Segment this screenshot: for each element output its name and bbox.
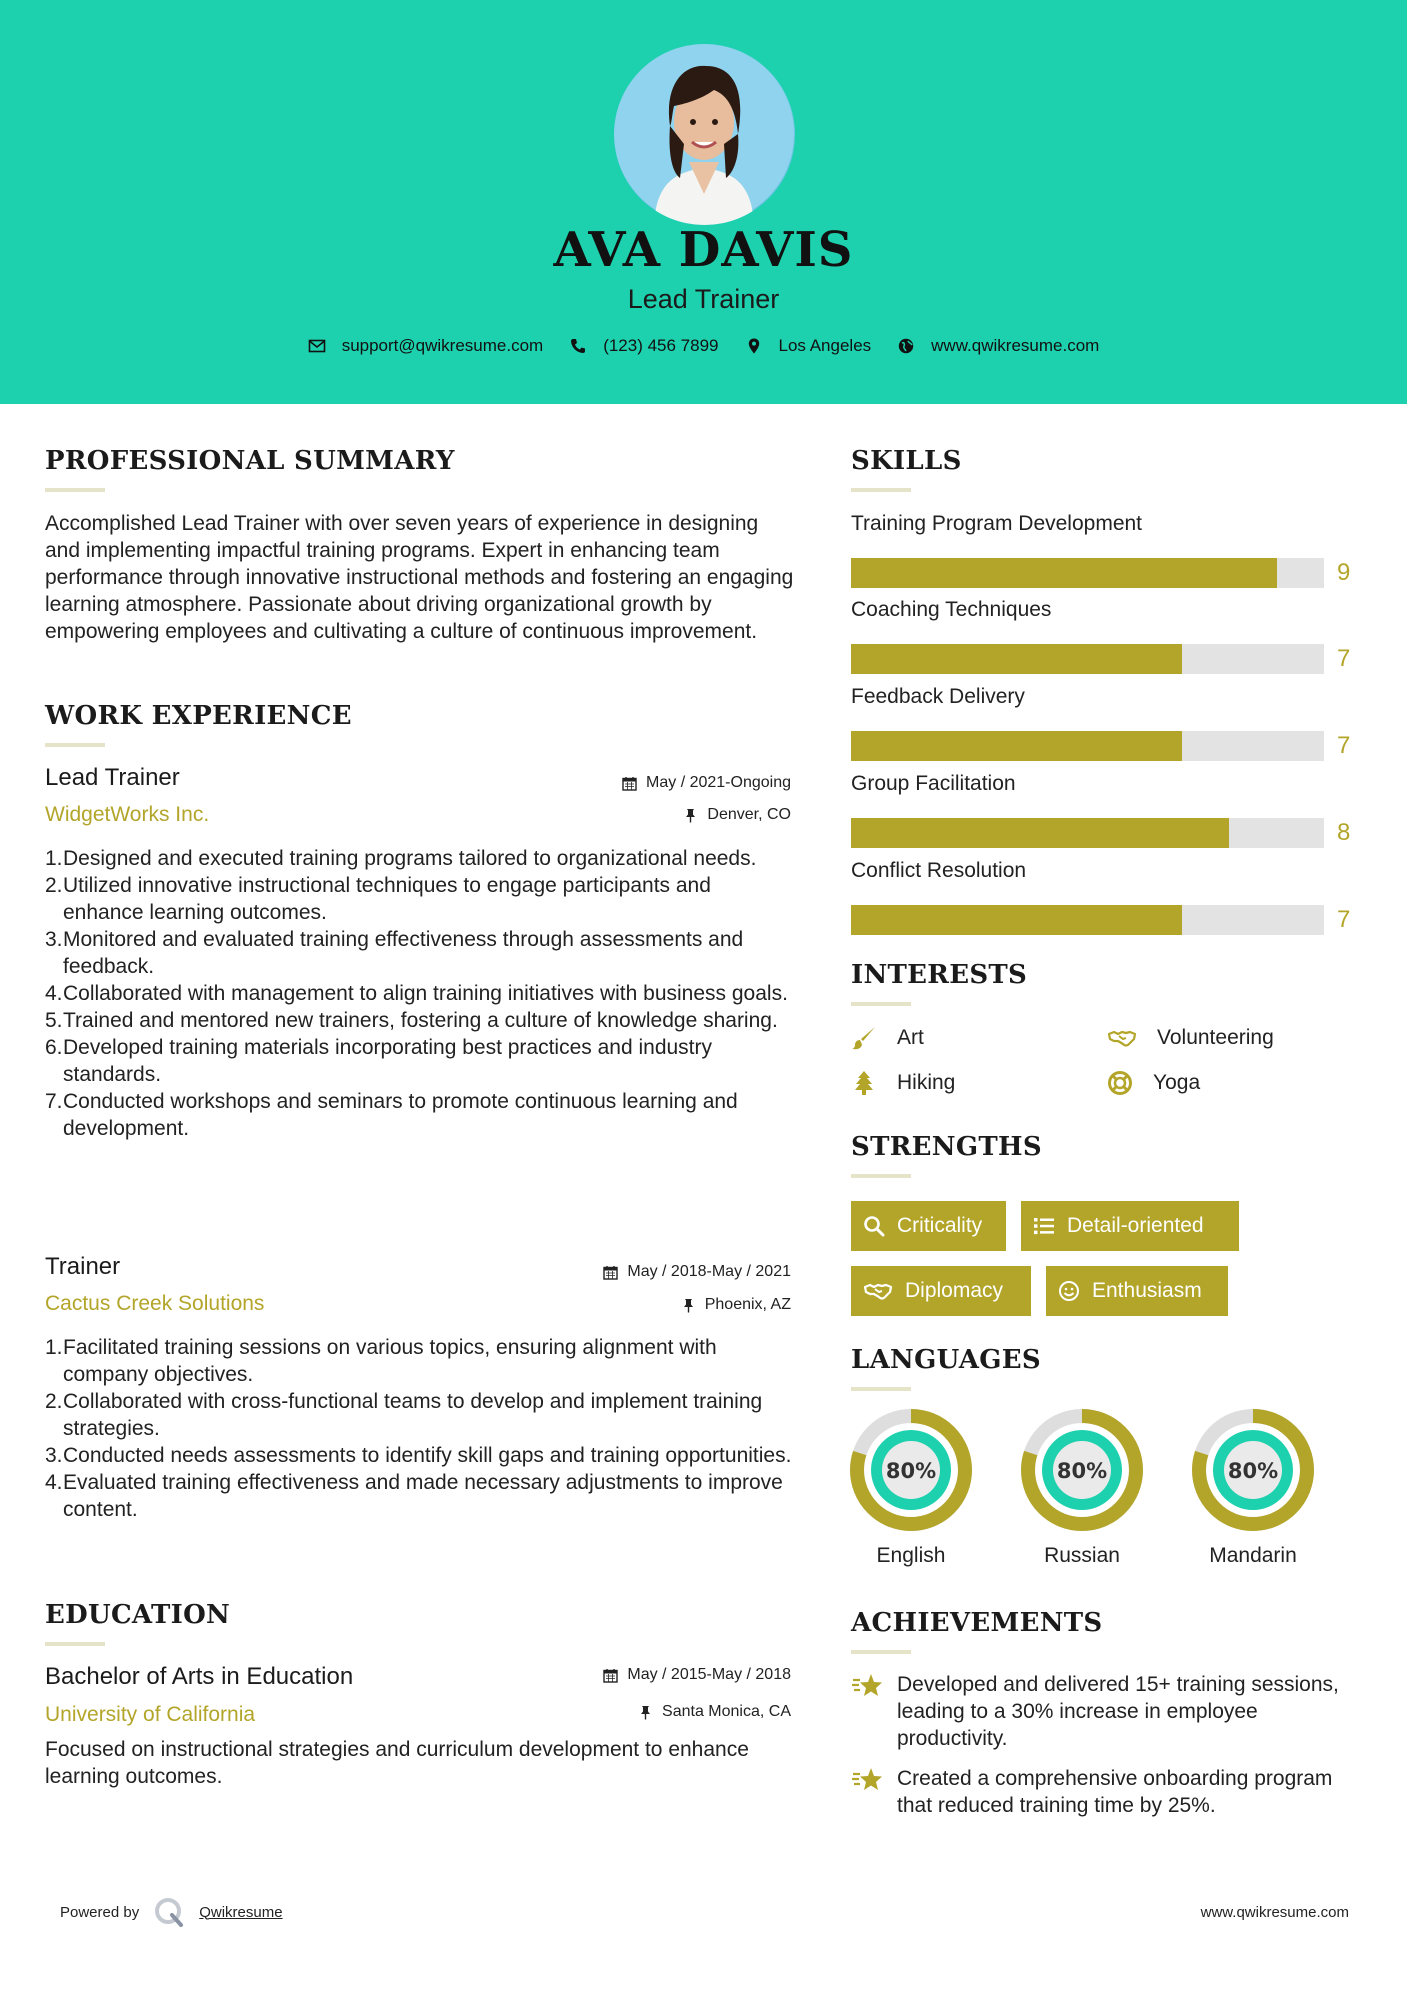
list-item: 2. Collaborated with cross-functional teams to develop and implement training strategies. <box>45 1390 763 1440</box>
summary-heading: PROFESSIONAL SUMMARY <box>45 446 455 476</box>
list-item: 1. Designed and executed training programs tailored to organizational needs. <box>45 847 757 870</box>
strength-tag <box>851 1201 1006 1251</box>
pin-icon <box>638 1705 653 1720</box>
strength-name: Enthusiasm <box>1092 1279 1202 1302</box>
skill-bar-fill <box>851 818 1229 848</box>
job-location-text: Phoenix, AZ <box>704 1296 791 1313</box>
skill-bar <box>851 558 1324 588</box>
skill-score: 7 <box>1337 645 1351 672</box>
job-location-text: Denver, CO <box>707 806 791 823</box>
education-location-text: Santa Monica, CA <box>662 1703 791 1720</box>
list-item: 3. Conducted needs assessments to identify skill gaps and training opportunities. <box>45 1444 792 1467</box>
search-icon <box>863 1215 885 1237</box>
experience-heading: WORK EXPERIENCE <box>45 701 352 731</box>
list-item: 4. Evaluated training effectiveness and made necessary adjustments to improve content. <box>45 1471 783 1521</box>
skill-bar <box>851 905 1324 935</box>
phone-icon <box>569 337 587 355</box>
strength-tag <box>1021 1201 1239 1251</box>
language-gauge <box>1020 1408 1144 1532</box>
skill-bar <box>851 818 1324 848</box>
language-item <box>849 1408 973 1568</box>
skill-bar-fill <box>851 905 1182 935</box>
skill-score: 8 <box>1337 819 1351 846</box>
skill-name: Coaching Techniques <box>851 598 1052 621</box>
strength-name: Criticality <box>897 1214 983 1237</box>
envelope-icon <box>308 337 326 355</box>
job-location <box>500 806 791 824</box>
skill-score: 7 <box>1337 906 1351 933</box>
language-name: Russian <box>1044 1544 1120 1567</box>
calendar-icon <box>622 776 637 791</box>
list-item: 6. Developed training materials incorporating best practices and industry standards. <box>45 1036 713 1086</box>
pin-icon <box>683 808 698 823</box>
education-dates <box>500 1666 791 1684</box>
language-percent: 80% <box>1227 1459 1279 1483</box>
interest-name: Volunteering <box>1157 1026 1274 1049</box>
job-dates-text: May / 2018-May / 2021 <box>627 1263 791 1280</box>
list-item: 7. Conducted workshops and seminars to promote continuous learning and development. <box>45 1090 738 1140</box>
skill-item <box>851 598 1361 672</box>
handshake-icon <box>1107 1025 1137 1051</box>
skill-bar-fill <box>851 731 1182 761</box>
interest-name: Art <box>897 1026 924 1049</box>
skill-name: Group Facilitation <box>851 772 1016 795</box>
skill-bar-fill <box>851 558 1277 588</box>
qwikresume-link[interactable]: Qwikresume <box>199 1903 283 1921</box>
job-dates <box>500 1263 791 1281</box>
job-title: Lead Trainer <box>45 764 180 791</box>
skill-name: Feedback Delivery <box>851 685 1025 708</box>
achievement-item <box>851 1765 1371 1819</box>
map-pin-icon <box>745 337 763 355</box>
contact-website-text: www.qwikresume.com <box>931 336 1100 355</box>
achievements-divider <box>851 1650 911 1654</box>
contact-website[interactable] <box>897 336 1099 356</box>
achievement-item <box>851 1671 1371 1752</box>
strength-tag <box>851 1266 1031 1316</box>
language-item <box>1191 1408 1315 1568</box>
pin-icon <box>681 1298 696 1313</box>
language-name: Mandarin <box>1209 1544 1297 1567</box>
skill-score: 9 <box>1337 559 1351 586</box>
skill-bar <box>851 644 1324 674</box>
strength-name: Diplomacy <box>905 1279 1004 1302</box>
contact-email[interactable] <box>308 336 544 356</box>
skill-item <box>851 772 1361 846</box>
brush-icon <box>851 1025 877 1051</box>
language-percent: 80% <box>885 1459 937 1483</box>
list-item: 5. Trained and mentored new trainers, fostering a culture of knowledge sharing. <box>45 1009 778 1032</box>
skills-heading: SKILLS <box>851 446 962 476</box>
strengths-divider <box>851 1174 911 1178</box>
education-description: Focused on instructional strategies and curriculum development to enhance learning outcomes. <box>45 1738 749 1788</box>
interest-item <box>851 1070 955 1096</box>
education-location <box>500 1703 791 1721</box>
qwikresume-logo-icon <box>153 1896 185 1928</box>
interest-name: Yoga <box>1153 1071 1201 1094</box>
language-gauge <box>1191 1408 1315 1532</box>
language-item <box>1020 1408 1144 1568</box>
summary-divider <box>45 488 105 492</box>
list-item: 1. Facilitated training sessions on various topics, ensuring alignment with company objectives. <box>45 1336 717 1386</box>
language-percent: 80% <box>1056 1459 1108 1483</box>
star-icon <box>851 1765 885 1795</box>
company-name: Cactus Creek Solutions <box>45 1292 265 1315</box>
footer-website[interactable]: www.qwikresume.com <box>1200 1904 1349 1921</box>
skill-item <box>851 685 1361 759</box>
skill-name: Training Program Development <box>851 512 1143 535</box>
list-item: 2. Utilized innovative instructional techniques to engage participants and enhance learning outcomes. <box>45 874 711 924</box>
degree-title: Bachelor of Arts in Education <box>45 1663 354 1690</box>
list-icon <box>1033 1215 1055 1237</box>
summary-text: Accomplished Lead Trainer with over seven years of experience in designing and implementing impactful training programs. Expert in enhancing team performance through innovative instructional methods and fostering an engaging learning atmosphere. Passionate about driving organizational growth by empowering employees and cultivating a culture of continuous improvement. <box>45 512 794 643</box>
education-heading: EDUCATION <box>45 1600 231 1630</box>
profile-photo <box>614 44 795 225</box>
interest-item <box>1107 1070 1200 1096</box>
job-dates <box>500 774 791 792</box>
interests-divider <box>851 1002 911 1006</box>
interest-name: Hiking <box>897 1071 956 1094</box>
strengths-heading: STRENGTHS <box>851 1132 1042 1162</box>
education-divider <box>45 1642 105 1646</box>
footer-powered-by <box>60 1896 283 1928</box>
powered-by-label: Powered by <box>60 1903 140 1921</box>
resume-header <box>0 0 1407 404</box>
experience-divider <box>45 743 105 747</box>
contact-phone[interactable] <box>569 336 718 356</box>
contact-location-text: Los Angeles <box>778 336 872 355</box>
job-dates-text: May / 2021-Ongoing <box>646 774 791 791</box>
contact-email-text: support@qwikresume.com <box>341 336 544 355</box>
calendar-icon <box>603 1668 618 1683</box>
language-gauge <box>849 1408 973 1532</box>
star-icon <box>851 1671 885 1701</box>
candidate-name: AVA DAVIS <box>553 222 854 278</box>
company-name: WidgetWorks Inc. <box>45 803 210 826</box>
strength-name: Detail-oriented <box>1067 1214 1204 1237</box>
skill-name: Conflict Resolution <box>851 859 1027 882</box>
handshake-icon <box>863 1280 893 1302</box>
candidate-role: Lead Trainer <box>627 284 780 314</box>
achievement-text: Developed and delivered 15+ training sessions, leading to a 30% increase in employee productivity. <box>897 1673 1339 1750</box>
language-name: English <box>876 1544 946 1567</box>
contact-bar <box>0 336 1407 356</box>
skills-divider <box>851 488 911 492</box>
achievement-text: Created a comprehensive onboarding program that reduced training time by 25%. <box>897 1767 1333 1817</box>
calendar-icon <box>603 1265 618 1280</box>
job-title: Trainer <box>45 1253 121 1280</box>
job-responsibilities <box>45 845 795 1142</box>
skill-item <box>851 859 1361 933</box>
interest-item <box>851 1025 924 1051</box>
list-item: 3. Monitored and evaluated training effectiveness through assessments and feedback. <box>45 928 744 978</box>
job-responsibilities <box>45 1334 795 1523</box>
smile-icon <box>1058 1280 1080 1302</box>
interest-item <box>1107 1025 1274 1051</box>
school-name: University of California <box>45 1703 256 1726</box>
list-item: 4. Collaborated with management to align training initiatives with business goals. <box>45 982 788 1005</box>
job-location <box>500 1296 791 1314</box>
languages-heading: LANGUAGES <box>851 1345 1041 1375</box>
achievements-heading: ACHIEVEMENTS <box>851 1608 1103 1638</box>
skill-bar-fill <box>851 644 1182 674</box>
contact-phone-text: (123) 456 7899 <box>603 336 719 355</box>
interests-heading: INTERESTS <box>851 960 1028 990</box>
education-dates-text: May / 2015-May / 2018 <box>627 1666 791 1683</box>
contact-location <box>745 336 872 356</box>
tree-icon <box>851 1070 877 1096</box>
skill-bar <box>851 731 1324 761</box>
globe-icon <box>897 337 915 355</box>
skill-score: 7 <box>1337 732 1351 759</box>
strength-tag <box>1046 1266 1228 1316</box>
lifebuoy-icon <box>1107 1070 1133 1096</box>
skill-item <box>851 512 1361 586</box>
languages-divider <box>851 1387 911 1391</box>
